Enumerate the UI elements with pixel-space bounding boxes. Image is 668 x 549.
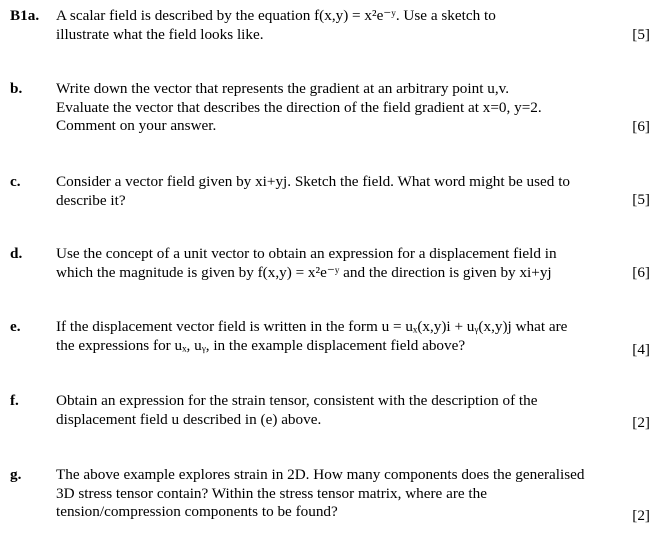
question-line: Consider a vector field given by xi+yj. Sketch the field. What word might be used to xyxy=(56,173,571,190)
question-label: b. xyxy=(10,80,23,97)
question-text xyxy=(56,392,616,429)
question-text xyxy=(56,318,616,355)
question-text xyxy=(56,80,616,136)
question-mark: [2] xyxy=(632,414,650,431)
question-text xyxy=(56,173,616,210)
question-line: tension/compression components to be found? xyxy=(56,503,338,520)
question-line: The above example explores strain in 2D. How many components does the generalised xyxy=(56,466,585,483)
question-label: B1a. xyxy=(10,7,40,24)
question-line: describe it? xyxy=(56,191,126,209)
question-label: f. xyxy=(10,392,19,409)
question-line: Comment on your answer. xyxy=(56,117,217,134)
question-text xyxy=(56,7,616,44)
question-label: e. xyxy=(10,318,21,335)
question-mark: [4] xyxy=(632,341,650,358)
question-line: which the magnitude is given by f(x,y) = x²e⁻ʸ and the direction is given by xi+yj xyxy=(56,263,552,281)
question-line: Evaluate the vector that describes the direction of the field gradient at x=0, y=2. xyxy=(56,98,542,116)
question-label: c. xyxy=(10,173,21,190)
question-line: 3D stress tensor contain? Within the stress tensor matrix, where are the xyxy=(56,484,487,502)
question-line: Obtain an expression for the strain tensor, consistent with the description of the xyxy=(56,392,538,409)
question-mark: [2] xyxy=(632,507,650,524)
question-text xyxy=(56,466,616,522)
question-mark: [5] xyxy=(632,26,650,43)
question-line: Use the concept of a unit vector to obtain an expression for a displacement field in xyxy=(56,245,557,262)
question-line: displacement field u described in (e) above. xyxy=(56,410,322,428)
question-line: illustrate what the field looks like. xyxy=(56,25,264,43)
question-label: g. xyxy=(10,466,22,483)
question-line: A scalar field is described by the equation f(x,y) = x²e⁻ʸ. Use a sketch to xyxy=(56,7,496,24)
question-line: Write down the vector that represents the gradient at an arbitrary point u,v. xyxy=(56,80,510,97)
question-text xyxy=(56,245,616,282)
question-mark: [6] xyxy=(632,264,650,281)
question-mark: [5] xyxy=(632,191,650,208)
question-line: If the displacement vector field is written in the form u = uₓ(x,y)i + uᵧ(x,y)j what are xyxy=(56,318,568,335)
question-line: the expressions for uₓ, uᵧ, in the example displacement field above? xyxy=(56,336,466,354)
question-mark: [6] xyxy=(632,118,650,135)
question-label: d. xyxy=(10,245,23,262)
